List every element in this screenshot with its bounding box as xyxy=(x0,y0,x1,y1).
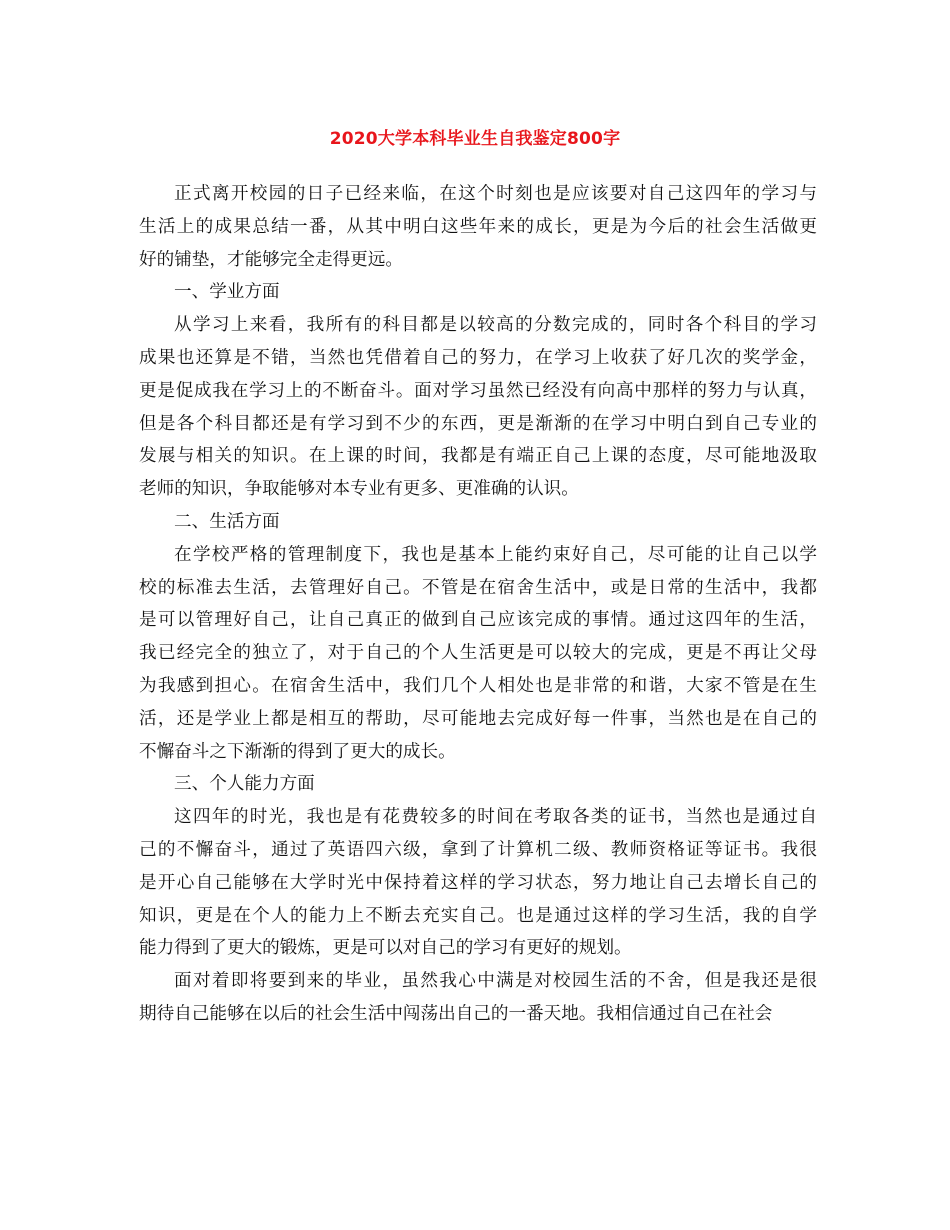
paragraph-line: 生活上的成果总结一番，从其中明白这些年来的成长，更是为今后的社会生活做更 xyxy=(139,216,817,237)
paragraph-line: 为我感到担心。在宿舍生活中，我们几个人相处也是非常的和谐，大家不管是在生 xyxy=(139,675,817,696)
paragraph-line: 从学习上来看，我所有的科目都是以较高的分数完成的，同时各个科目的学习 xyxy=(174,315,817,336)
paragraph-line: 期待自己能够在以后的社会生活中闯荡出自己的一番天地。我相信通过自己在社会 xyxy=(139,1003,773,1024)
paragraph-line: 是开心自己能够在大学时光中保持着这样的学习状态，努力地让自己去增长自己的 xyxy=(139,872,817,893)
paragraph-line: 校的标准去生活，去管理好自己。不管是在宿舍生活中，或是日常的生活中，我都 xyxy=(139,577,817,598)
paragraph-line: 更是促成我在学习上的不断奋斗。面对学习虽然已经没有向高中那样的努力与认真， xyxy=(139,380,817,401)
document-body xyxy=(139,178,817,1031)
paragraph-line: 面对着即将要到来的毕业，虽然我心中满是对校园生活的不舍，但是我还是很 xyxy=(174,971,817,992)
paragraph-line: 知识，更是在个人的能力上不断去充实自己。也是通过这样的学习生活，我的自学 xyxy=(139,905,817,926)
paragraph-line: 活，还是学业上都是相互的帮助，尽可能地去完成好每一件事，当然也是在自己的 xyxy=(139,708,817,729)
paragraph-line: 但是各个科目都还是有学习到不少的东西，更是渐渐的在学习中明白到自己专业的 xyxy=(139,413,817,434)
paragraph-line: 是可以管理好自己，让自己真正的做到自己应该完成的事情。通过这四年的生活， xyxy=(139,610,817,631)
paragraph-line: 在学校严格的管理制度下，我也是基本上能约束好自己，尽可能的让自己以学 xyxy=(174,544,817,565)
body-paragraph xyxy=(139,539,817,769)
paragraph-line: 发展与相关的知识。在上课的时间，我都是有端正自己上课的态度，尽可能地汲取 xyxy=(139,446,817,467)
paragraph-line: 正式离开校园的日子已经来临，在这个时刻也是应该要对自己这四年的学习与 xyxy=(174,184,817,204)
body-paragraph xyxy=(139,178,817,276)
body-paragraph xyxy=(139,309,817,506)
body-paragraph xyxy=(139,965,817,1031)
body-paragraph xyxy=(139,801,817,965)
paragraph-line: 我已经完全的独立了，对于自己的个人生活更是可以较大的完成，更是不再让父母 xyxy=(139,643,817,664)
paragraph-line: 这四年的时光，我也是有花费较多的时间在考取各类的证书，当然也是通过自 xyxy=(174,807,817,828)
section-heading: 一、学业方面 xyxy=(174,282,280,303)
paragraph-line: 能力得到了更大的锻炼，更是可以对自己的学习有更好的规划。 xyxy=(139,938,632,959)
paragraph-line: 好的铺垫，才能够完全走得更远。 xyxy=(139,249,403,270)
paragraph-line: 己的不懈奋斗，通过了英语四六级，拿到了计算机二级、教师资格证等证书。我很 xyxy=(139,839,817,860)
document-title: 2020大学本科毕业生自我鉴定800字 xyxy=(329,129,621,149)
paragraph-line: 老师的知识，争取能够对本专业有更多、更准确的认识。 xyxy=(139,479,579,500)
paragraph-line: 成果也还算是不错，当然也凭借着自己的努力，在学习上收获了好几次的奖学金， xyxy=(139,347,817,368)
section-heading: 三、个人能力方面 xyxy=(174,774,315,795)
paragraph-line: 不懈奋斗之下渐渐的得到了更大的成长。 xyxy=(139,741,456,762)
section-heading: 二、生活方面 xyxy=(174,511,280,532)
